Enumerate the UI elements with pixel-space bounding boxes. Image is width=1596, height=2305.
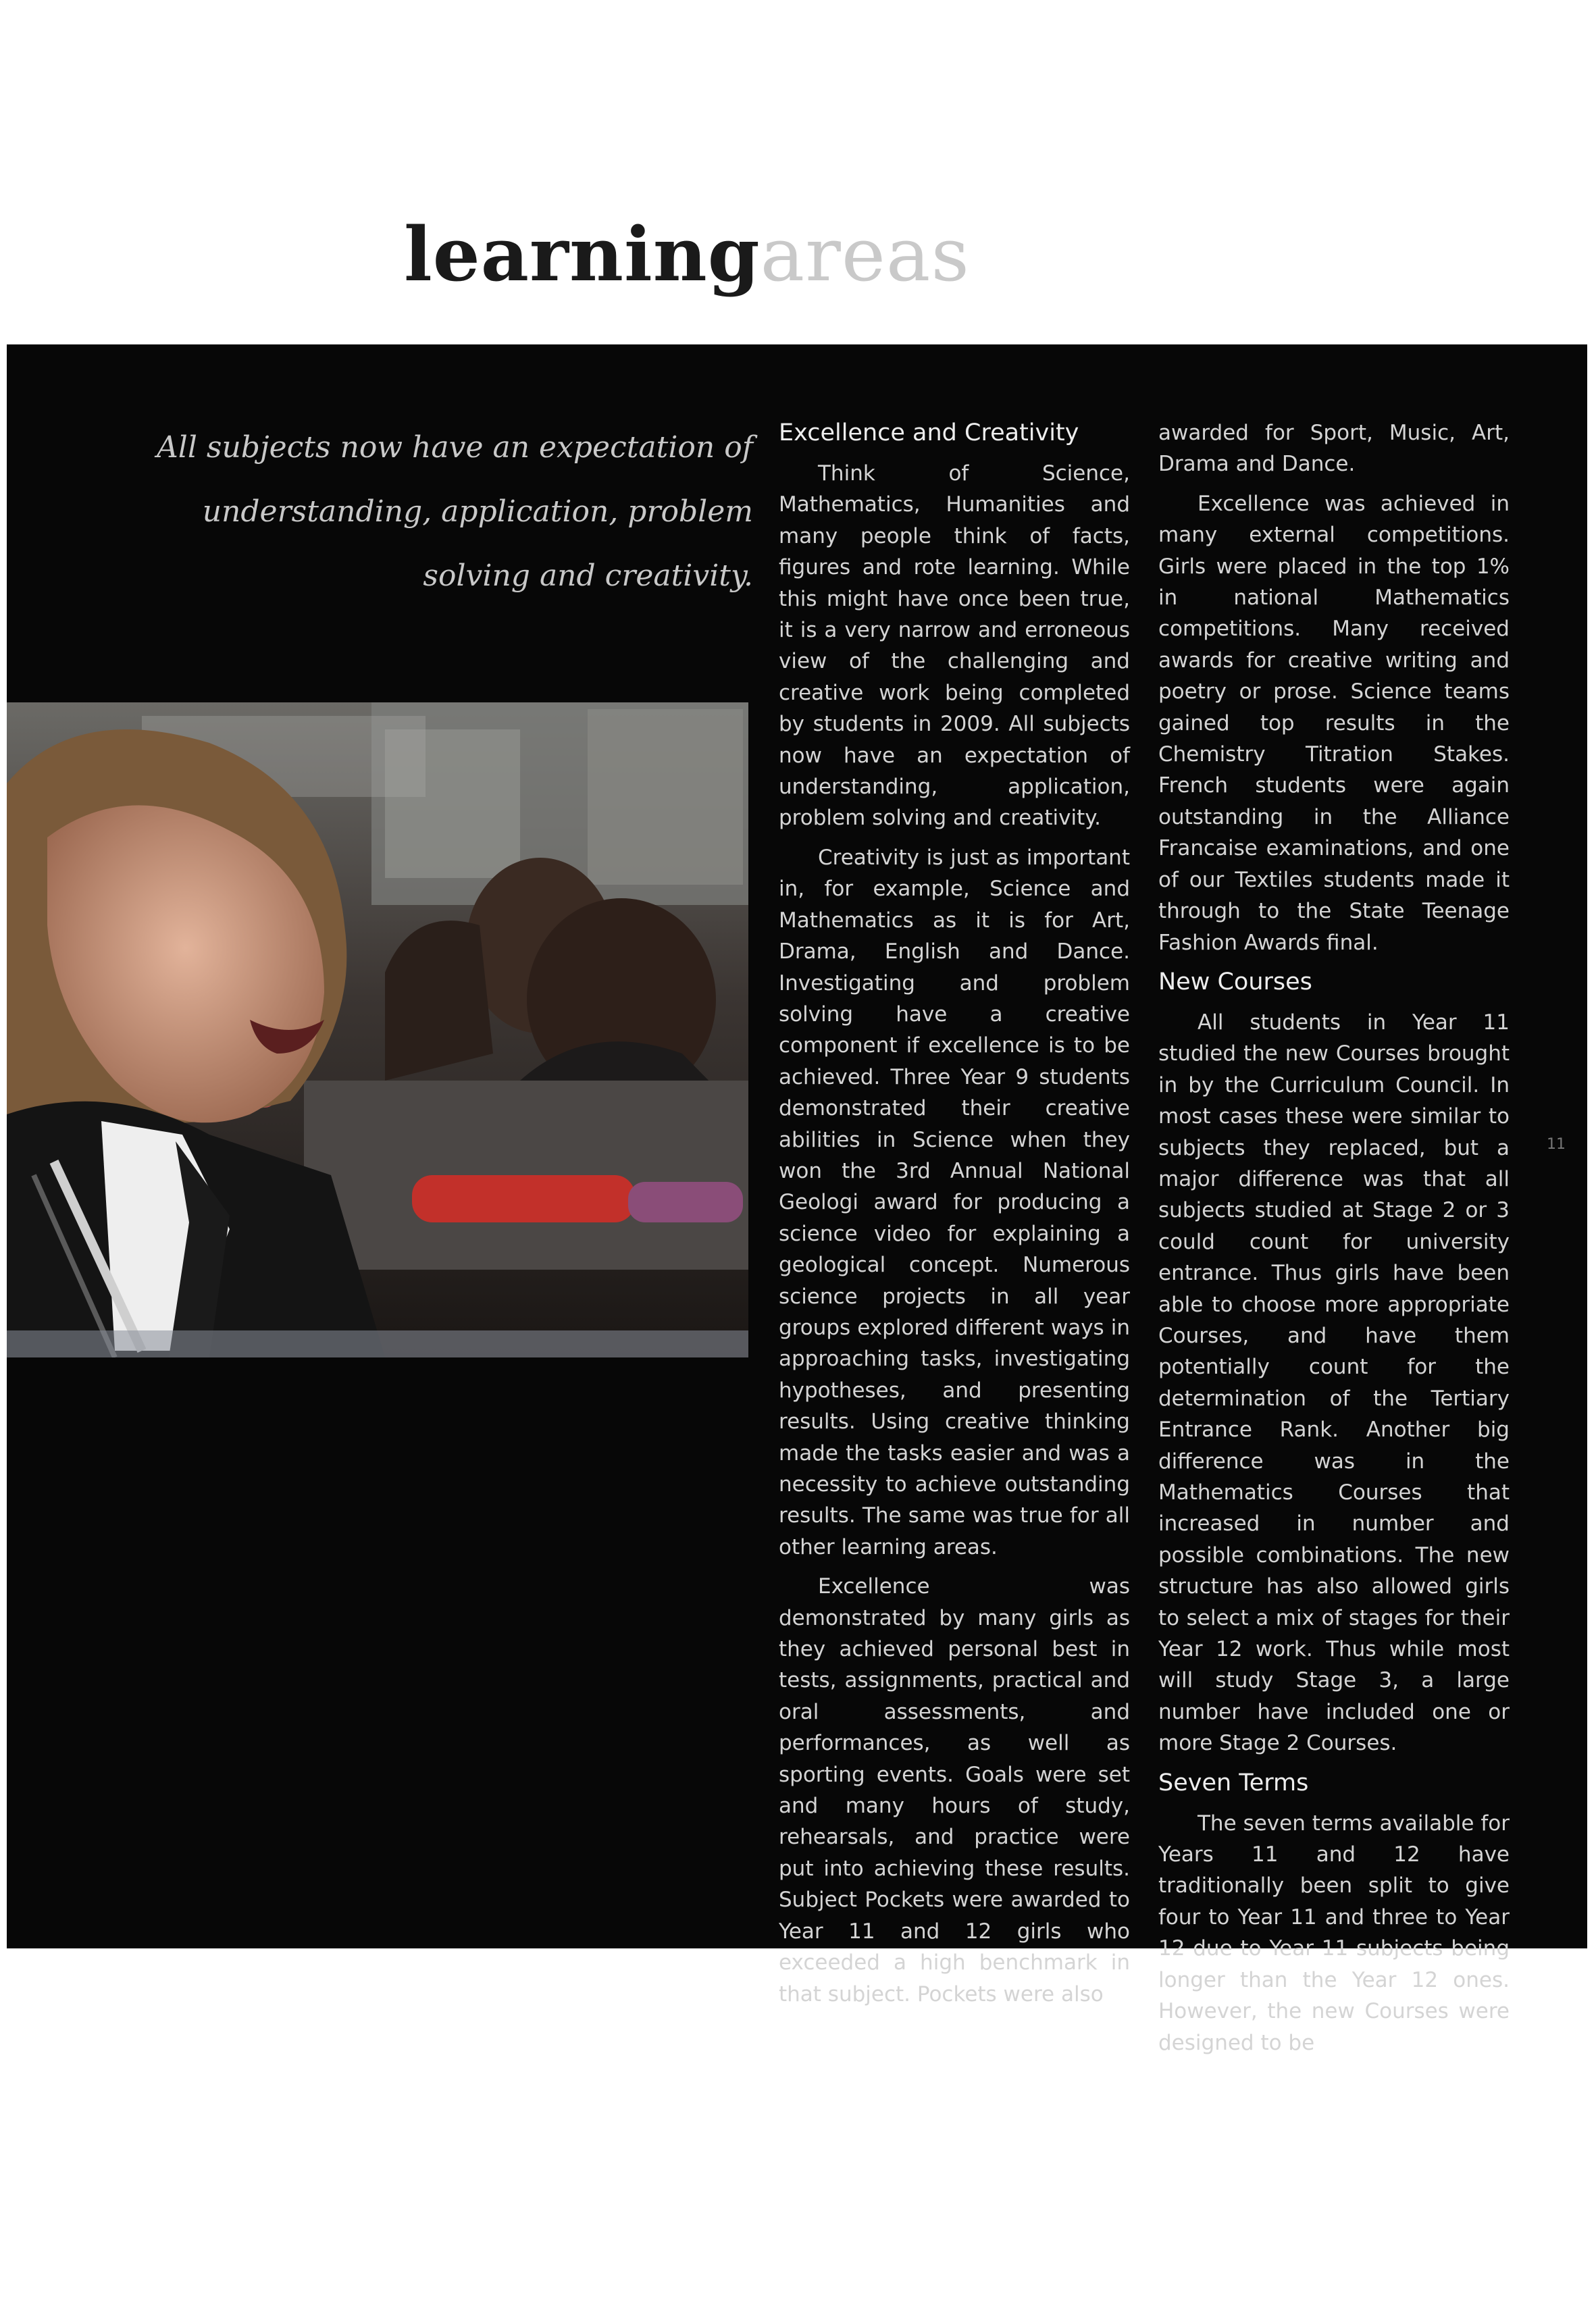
heading-excellence-creativity: Excellence and Creativity — [779, 419, 1079, 446]
students-photo-illustration — [7, 702, 748, 1357]
paragraph: Excellence was demonstrated by many girls as they achieved personal best in tests, assignments, practical and oral assessments, and performances, as well as sporting events. Goals were set and many hours of study, rehearsals, and practice were put into achieving these results. Subject Pockets were awarded to Year 11 and 12 girls who exceeded a high benchmark in that subject. Pockets were also — [779, 1574, 1130, 2006]
paragraph: The seven terms available for Years 11 and 12 have traditionally been split to give four to Year 11 and three to Year 12 due to Year 11 subjects being longer than the Year 12 ones. However, the new Courses were designed to be — [1158, 1811, 1510, 2055]
title-word-learning: learning — [404, 211, 761, 298]
heading-seven-terms: Seven Terms — [1158, 1769, 1309, 1796]
title-word-areas: areas — [760, 211, 970, 298]
pull-quote: All subjects now have an expectation of understanding, application, problem solving and creativity. — [156, 430, 753, 593]
paragraph: All students in Year 11 studied the new Courses brought in by the Curriculum Council. In most cases these were similar to subjects they replaced, but a major difference was that all subjects studied at Stage 2 or 3 could count for university entrance. Thus girls have been able to choose more appropriate Courses, and have them potentially count for the determination of the Tertiary Entrance Rank. Another big difference was in the Mathematics Courses that increased in number and possible combinations. The new structure has also allowed girls to select a mix of stages for their Year 12 work. Thus while most will study Stage 3, a large number have included one or more Stage 2 Courses. — [1158, 1010, 1510, 1756]
text-column-2 — [1158, 417, 1510, 2067]
classroom-photo — [7, 702, 748, 1357]
text-column-1 — [779, 417, 1130, 2018]
heading-new-courses: New Courses — [1158, 968, 1312, 995]
page-number: 11 — [1547, 1136, 1566, 1153]
paragraph-continued: awarded for Sport, Music, Art, Drama and Dance. — [1158, 421, 1510, 477]
paragraph: Think of Science, Mathematics, Humanities and many people think of facts, figures and rote learning. While this might have once been true, it is a very narrow and erroneous view of the challenging and creative work being completed by students in 2009. All subjects now have an expectation of understanding, application, problem solving and creativity. — [779, 461, 1130, 831]
page-title — [404, 211, 970, 298]
paragraph: Creativity is just as important in, for example, Science and Mathematics as it is for Art, Drama, English and Dance. Investigating and problem solving have a creative component if excellence is to be achieved. Three Year 9 students demonstrated their creative abilities in Science when they won the 3rd Annual National Geologi award for producing a science video for explaining a geological concept. Numerous science projects in all year groups explored different ways in approaching tasks, investigating hypotheses, and presenting results. Using creative thinking made the tasks easier and was a necessity to achieve outstanding results. The same was true for all other learning areas. — [779, 845, 1130, 1559]
paragraph: Excellence was achieved in many external competitions. Girls were placed in the top 1% in national Mathematics competitions. Many received awards for creative writing and poetry or prose. Science teams gained top results in the Chemistry Titration Stakes. French students were again outstanding in the Alliance Francaise examinations, and one of our Textiles students made it through to the State Teenage Fashion Awards final. — [1158, 491, 1510, 955]
